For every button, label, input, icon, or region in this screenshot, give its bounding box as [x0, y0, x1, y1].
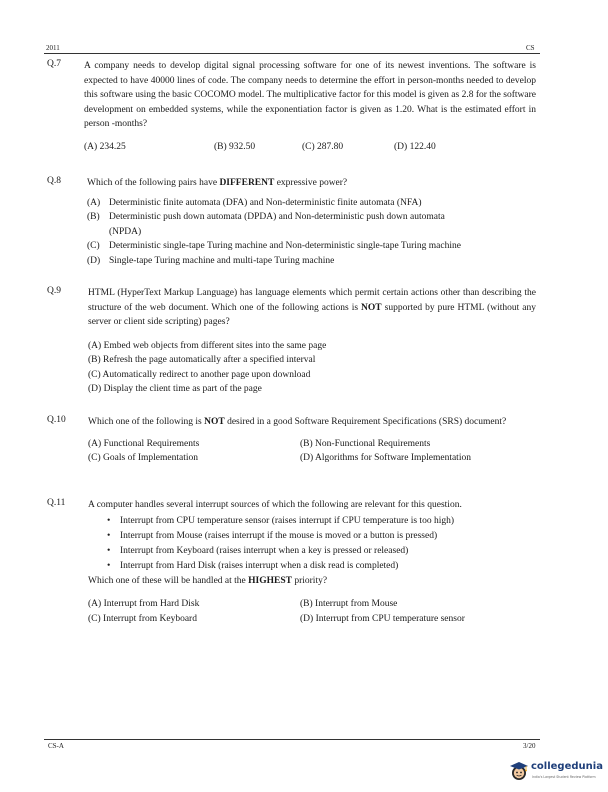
interrupt-list: [88, 514, 536, 574]
brand-tagline: India's Largest Student Review Platform: [532, 775, 596, 779]
option-list: [88, 339, 536, 397]
option-c: (C) 287.80: [302, 141, 344, 152]
option-b: (B) 932.50: [214, 141, 256, 152]
question-text: Which of the following pairs have DIFFERENT expressive power?: [87, 178, 348, 188]
question-text: Which one of the following is NOT desired in a good Software Requirement Specifications (SRS) document?: [88, 417, 507, 427]
option-b: (B) Non-Functional Requirements: [300, 438, 431, 449]
bullet-item: • Interrupt from CPU temperature sensor (raises interrupt if CPU temperature is too high): [88, 514, 536, 529]
question-number: Q.10: [47, 415, 66, 425]
option-a: (A) Deterministic finite automata (DFA) and Non-deterministic finite automata (NFA): [87, 197, 422, 208]
bullet-item: • Interrupt from Mouse (raises interrupt if the mouse is moved or a button is pressed): [88, 529, 536, 544]
question-number: Q.11: [47, 498, 66, 508]
option-d: (D) Algorithms for Software Implementation: [300, 453, 471, 463]
option-list: [87, 196, 539, 269]
option-d: (D) Single-tape Turing machine and multi-tape Turing machine: [87, 255, 335, 266]
bullet-item: • Interrupt from Hard Disk (raises interrupt when a disk read is completed): [88, 559, 536, 574]
bullet-dot-icon: •: [107, 530, 111, 541]
option-b: (B) Interrupt from Mouse: [300, 599, 398, 609]
question-number: Q.7: [47, 59, 61, 69]
question-number: Q.8: [47, 176, 61, 186]
option-a: (A) 234.25: [84, 141, 126, 152]
graduate-mascot-icon: [508, 760, 530, 782]
option-b: (B) Refresh the page automatically after a specified interval: [88, 355, 316, 365]
question-text: A company needs to develop digital signal processing software for one of its newest inventions. The software is expected to have 40000 lines of code. The company needs to determine the effort in person-months needed to develop this software using the basic COCOMO model. The multiplicative factor for this model is given as 2.8 for the software development on embedded systems, while the exponentiation factor is given as 1.20. What is the estimated effort in person -months?: [84, 61, 536, 129]
header-year: 2011: [46, 44, 60, 52]
option-b: (B) Deterministic push down automata (DPDA) and Non-deterministic push down automata: [87, 212, 445, 222]
bullet-dot-icon: •: [107, 560, 111, 571]
option-d: (D) Display the client time as part of the page: [88, 384, 262, 394]
bullet-dot-icon: •: [107, 515, 111, 526]
header-rule: [44, 53, 540, 54]
option-d: (D) Interrupt from CPU temperature sensor: [300, 613, 465, 624]
option-b-continued: (NPDA): [109, 226, 142, 237]
bullet-dot-icon: •: [107, 545, 111, 556]
footer-rule: [44, 739, 540, 740]
question-text: HTML (HyperText Markup Language) has language elements which permit certain actions other than describing the structure of the web document. Which one of the following actions is NOT supported by pure HTML (without any server or client side scripting) pages?: [88, 288, 536, 327]
question-number: Q.9: [47, 286, 61, 296]
option-d: (D) 122.40: [394, 141, 436, 152]
question-intro: A computer handles several interrupt sources of which the following are relevant for this question.: [88, 500, 462, 510]
option-c: (C) Goals of Implementation: [88, 453, 199, 463]
option-a: (A) Functional Requirements: [88, 438, 200, 449]
page-number: 3/20: [523, 742, 536, 750]
option-a: (A) Embed web objects from different sites into the same page: [88, 340, 327, 351]
option-c: (C) Deterministic single-tape Turing machine and Non-deterministic single-tape Turing machine: [87, 241, 461, 251]
collegedunia-logo: [508, 758, 603, 786]
options-grid: [88, 597, 536, 626]
header-paper-code: CS: [526, 44, 535, 52]
question-text: Which one of these will be handled at the HIGHEST priority?: [88, 575, 328, 586]
brand-name: collegedunia: [531, 761, 603, 772]
footer-paper-code: CS-A: [48, 742, 64, 750]
option-c: (C) Interrupt from Keyboard: [88, 613, 197, 624]
bullet-item: • Interrupt from Keyboard (raises interrupt when a key is pressed or released): [88, 544, 536, 559]
option-c: (C) Automatically redirect to another page upon download: [88, 369, 311, 380]
options-grid: [88, 437, 536, 466]
option-a: (A) Interrupt from Hard Disk: [88, 599, 200, 609]
options-row: [84, 140, 536, 155]
